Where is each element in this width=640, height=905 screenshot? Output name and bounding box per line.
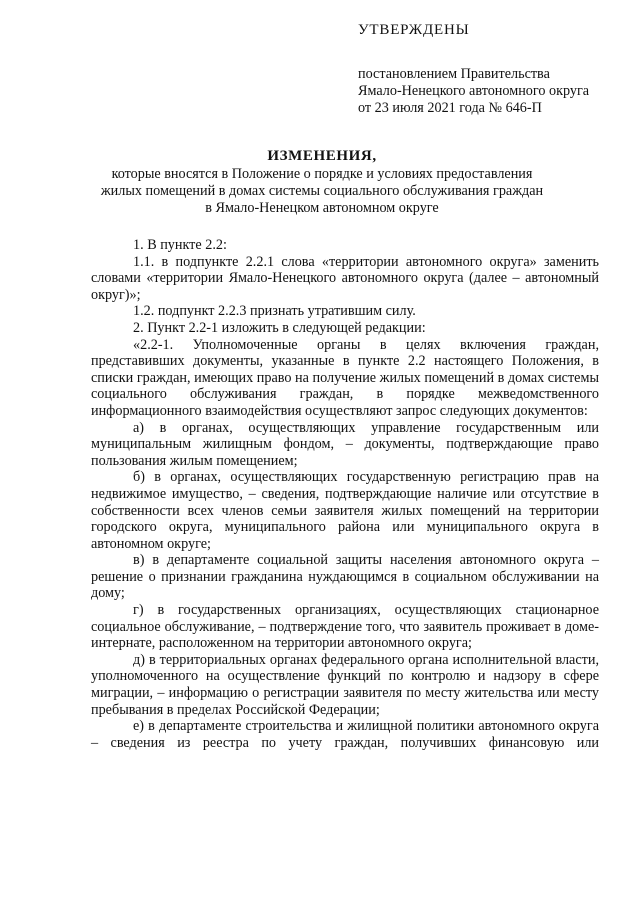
paragraph: д) в территориальных органах федерального органа исполнительной власти, уполномоченного на осуществление функций по контролю и надзору в сфере миграции, – информацию о регистрации заявителя по месту жительства или месту пребывания в пределах Российской Федерации; — [91, 651, 599, 718]
approval-block — [358, 22, 628, 117]
paragraph: 2. Пункт 2.2-1 изложить в следующей редакции: — [133, 319, 426, 336]
approval-line: от 23 июля 2021 года № 646-П — [358, 100, 542, 116]
paragraph: а) в органах, осуществляющих управление государственным или муниципальным жилищным фондом, – документы, подтверждающие право пользования жилым помещением; — [91, 419, 599, 469]
paragraph: 1.2. подпункт 2.2.3 признать утратившим силу. — [133, 303, 416, 320]
paragraph: б) в органах, осуществляющих государственную регистрацию прав на недвижимое имущество, – сведения, подтверждающие наличие или отсутствие в собственности всех членов семьи заявителя жилых помещений на территории городского округа, муниципального района или муниципального округа в автономном округе; — [91, 469, 599, 552]
paragraph: в) в департаменте социальной защиты населения автономного округа – решение о признании гражданина нуждающимся в социальном обслуживании на дому; — [91, 552, 599, 602]
approval-line: Ямало-Ненецкого автономного округа — [358, 83, 590, 99]
document-subtitle-line: которые вносятся в Положение о порядке и условиях предоставления — [111, 166, 533, 182]
paragraph: г) в государственных организациях, осуществляющих стационарное социальное обслуживание, – подтверждение того, что заявитель проживает в доме-интернате, расположенном на территории автономного округа; — [91, 602, 599, 652]
approval-heading: УТВЕРЖДЕНЫ — [358, 22, 470, 38]
paragraph: 1.1. в подпункте 2.2.1 слова «территории автономного округа» заменить словами «территории Ямало-Ненецкого автономного округа (далее – автономный округ)»; — [91, 253, 599, 303]
approval-line: постановлением Правительства — [358, 66, 550, 82]
paragraph: 1. В пункте 2.2: — [133, 237, 227, 253]
title-block — [80, 148, 564, 217]
document-subtitle-line: жилых помещений в домах системы социального обслуживания граждан — [100, 183, 544, 199]
document-title: ИЗМЕНЕНИЯ, — [267, 148, 377, 164]
paragraph: «2.2-1. Уполномоченные органы в целях включения граждан, представивших документы, указанные в пункте 2.2 настоящего Положения, в списки граждан, имеющих право на получение жилых помещений в домах системы социального обслуживания граждан, в порядке межведомственного информационного взаимодействия осуществляют запрос следующих документов: — [91, 336, 599, 419]
document-subtitle-line: в Ямало-Ненецком автономном округе — [205, 200, 439, 216]
document-body — [91, 237, 599, 751]
paragraph: е) в департаменте строительства и жилищной политики автономного округа – сведения из реестра по учету граждан, получивших финансовую или — [91, 718, 599, 751]
